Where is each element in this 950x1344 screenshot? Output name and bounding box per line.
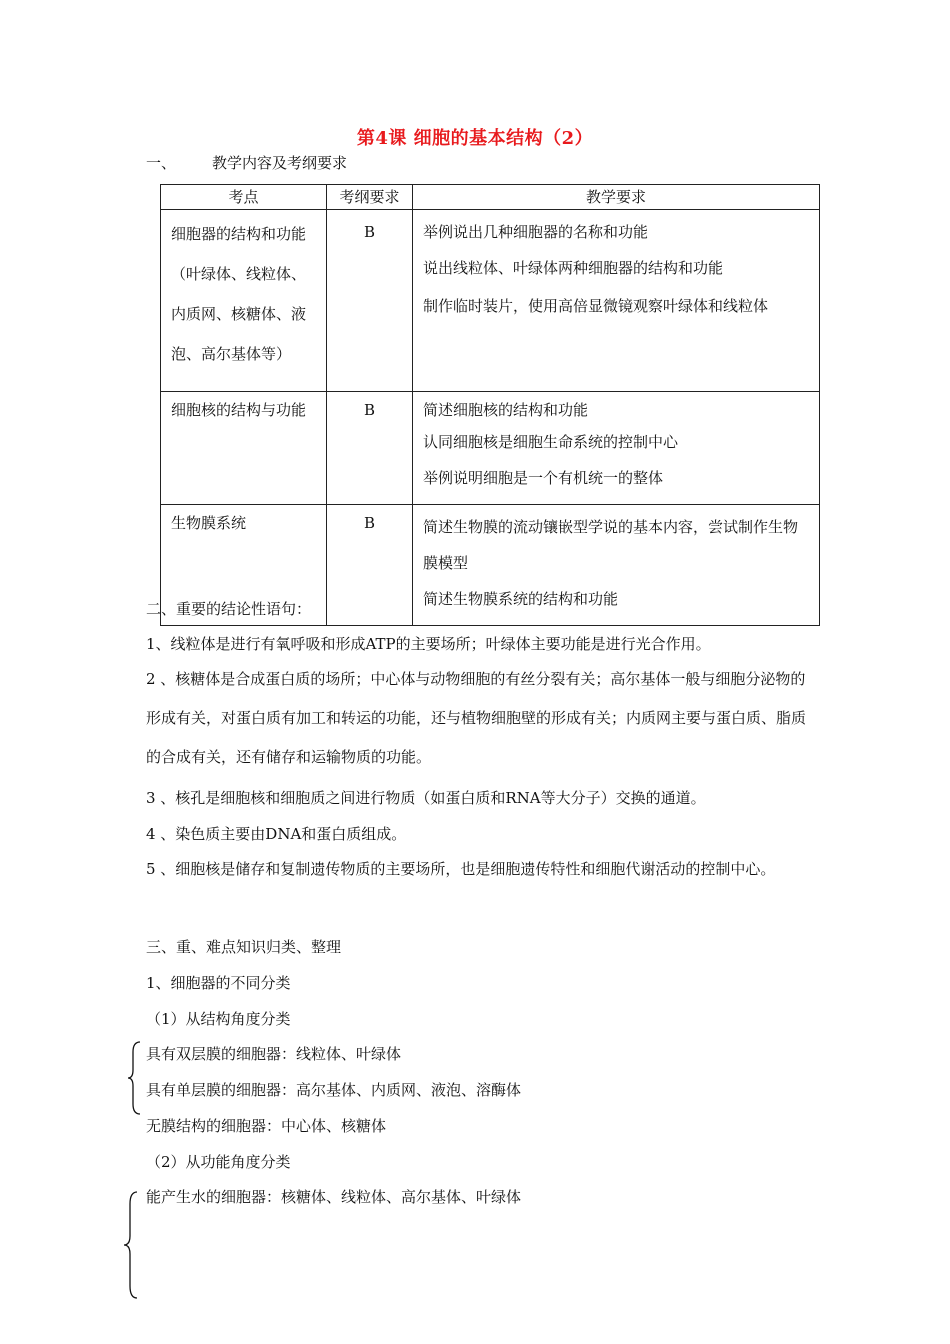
function-item: 能产生水的细胞器：核糖体、线粒体、高尔基体、叶绿体 [146, 1188, 522, 1206]
teaching-cell [413, 210, 820, 392]
teaching-cell [413, 505, 820, 626]
page-title: 第4课 细胞的基本结构（2） [356, 128, 594, 149]
section-2-heading: 二、重要的结论性语句： [146, 600, 312, 618]
teaching-item: 制作临时装片，使用高倍显微镜观察叶绿体和线粒体 [423, 297, 769, 315]
level-cell: B [327, 210, 413, 392]
structure-item: 具有单层膜的细胞器：高尔基体、内质网、液泡、溶酶体 [146, 1081, 522, 1099]
header-topic: 考点 [161, 185, 327, 210]
topic-cell: 细胞核的结构与功能 [161, 392, 327, 505]
level-cell: B [327, 392, 413, 505]
table-row [161, 210, 820, 392]
conclusion-item: 5 、细胞核是储存和复制遗传物质的主要场所，也是细胞遗传特性和细胞代谢活动的控制中心。 [146, 860, 776, 878]
teaching-item: 简述生物膜系统的结构和功能 [423, 590, 619, 608]
topic-cell: 细胞器的结构和功能（叶绿体、线粒体、内质网、核糖体、液泡、高尔基体等） [161, 210, 327, 392]
left-brace-structure [128, 1040, 144, 1116]
requirements-table [160, 184, 820, 626]
section-3-heading: 三、重、难点知识归类、整理 [146, 938, 342, 956]
structure-classification-heading: （1）从结构角度分类 [146, 1010, 291, 1028]
conclusion-item: 3 、核孔是细胞核和细胞质之间进行物质（如蛋白质和RNA等大分子）交换的通道。 [146, 789, 706, 807]
teaching-item: 举例说出几种细胞器的名称和功能 [423, 223, 649, 241]
teaching-item: 认同细胞核是细胞生命系统的控制中心 [423, 433, 679, 451]
table-header-row [161, 185, 820, 210]
subsection-1-heading: 1、细胞器的不同分类 [146, 974, 291, 992]
topic-cell: 生物膜系统 [161, 505, 327, 626]
header-teaching: 教学要求 [413, 185, 820, 210]
teaching-item: 说出线粒体、叶绿体两种细胞器的结构和功能 [423, 259, 724, 277]
section-1-number: 一、 [146, 154, 177, 172]
function-classification-heading: （2）从功能角度分类 [146, 1153, 291, 1171]
structure-item: 具有双层膜的细胞器：线粒体、叶绿体 [146, 1045, 402, 1063]
conclusion-item: 2 、核糖体是合成蛋白质的场所；中心体与动物细胞的有丝分裂有关；高尔基体一般与细胞分泌物的形成有关，对蛋白质有加工和转运的功能，还与植物细胞壁的形成有关；内质网主要与蛋白质、脂质的合成有关，还有储存和运输物质的功能。 [146, 670, 807, 766]
table-row [161, 392, 820, 505]
teaching-item: 简述细胞核的结构和功能 [423, 401, 589, 419]
structure-item: 无膜结构的细胞器：中心体、核糖体 [146, 1117, 387, 1135]
teaching-cell [413, 392, 820, 505]
conclusion-item: 1、线粒体是进行有氧呼吸和形成ATP的主要场所；叶绿体主要功能是进行光合作用。 [146, 635, 711, 653]
teaching-item: 简述生物膜的流动镶嵌型学说的基本内容，尝试制作生物膜模型 [423, 518, 799, 572]
teaching-item: 举例说明细胞是一个有机统一的整体 [423, 469, 664, 487]
left-brace-function [124, 1190, 140, 1300]
header-level: 考纲要求 [327, 185, 413, 210]
conclusion-item: 4 、染色质主要由DNA和蛋白质组成。 [146, 825, 407, 843]
section-1-heading [146, 152, 347, 173]
section-1-title: 教学内容及考纲要求 [212, 154, 348, 172]
level-cell: B [327, 505, 413, 626]
